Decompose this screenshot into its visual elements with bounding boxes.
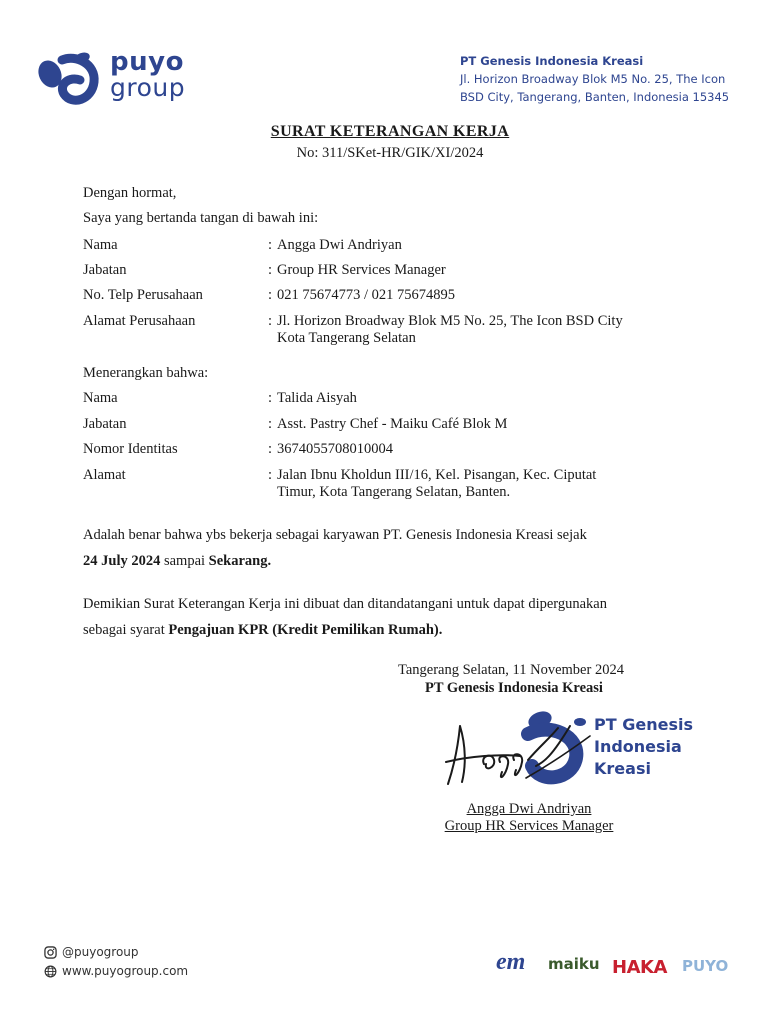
brand-haka-logo: HAKA [612,957,667,978]
closing-line2 [83,622,442,639]
letter-title: SURAT KETERANGAN KERJA [270,123,510,140]
brand-logos [492,945,732,985]
field-value: Asst. Pastry Chef - Maiku Café Blok M [277,416,508,432]
field-value: Group HR Services Manager [277,262,446,278]
letter-number: No: 311/SKet-HR/GIK/XI/2024 [296,145,484,161]
field-label: No. Telp Perusahaan [83,287,203,303]
closing-purpose: Pengajuan KPR (Kredit Pemilikan Rumah). [168,622,443,638]
until-word: sampai [163,553,206,569]
field-label: Nama [83,390,118,406]
intro-text: Saya yang bertanda tangan di bawah ini: [83,210,319,226]
footer-website [44,964,188,978]
field-label: Nomor Identitas [83,441,178,457]
field-value: 021 75674773 / 021 75674895 [277,287,456,303]
employment-period [83,553,271,570]
field-label: Nama [83,237,118,253]
puyo-group-logo [36,46,206,110]
brand-puyo-logo: PUYO [682,957,729,975]
field-label: Alamat Perusahaan [83,313,196,329]
greeting: Dengan hormat, [83,185,177,201]
handwritten-signature-icon [440,706,600,790]
field-value: 3674055708010004 [277,441,393,457]
signer-name: Angga Dwi Andriyan [466,801,592,817]
company-name: PT Genesis Indonesia Kreasi [460,54,644,68]
field-value: Jalan Ibnu Kholdun III/16, Kel. Pisangan, Kec. Ciputat [277,467,597,483]
company-header [460,52,729,106]
field-value: Talida Aisyah [277,390,357,406]
footer-instagram [44,945,139,959]
instagram-handle: @puyogroup [62,945,139,959]
until-value: Sekarang. [208,553,272,569]
field-value: Jl. Horizon Broadway Blok M5 No. 25, The Icon BSD City [277,313,623,329]
place-date: Tangerang Selatan, 11 November 2024 [398,662,624,678]
brand-em-logo: em [496,949,526,975]
field-label: Jabatan [83,262,127,278]
signer-title: Group HR Services Manager [444,818,614,834]
company-address-line2: BSD City, Tangerang, Banten, Indonesia 15345 [460,90,730,104]
logo-name: puyo [110,47,184,77]
field-value-cont: Kota Tangerang Selatan [277,330,416,346]
declares-text: Menerangkan bahwa: [83,365,209,381]
start-date: 24 July 2024 [83,553,161,569]
closing-prefix: sebagai syarat [83,622,165,638]
instagram-icon [44,946,57,959]
brand-maiku-logo: maiku [548,955,600,973]
signature-company: PT Genesis Indonesia Kreasi [425,680,603,696]
puyo-logo-icon [36,50,106,108]
statement-text: Adalah benar bahwa ybs bekerja sebagai karyawan PT. Genesis Indonesia Kreasi sejak [83,527,587,543]
field-label: Alamat [83,467,126,483]
closing-line1: Demikian Surat Keterangan Kerja ini dibuat dan ditandatangani untuk dapat dipergunakan [83,596,607,612]
website-url: www.puyogroup.com [62,964,189,978]
stamp-company-text: PT Genesis Indonesia Kreasi [594,715,693,778]
field-value-cont: Timur, Kota Tangerang Selatan, Banten. [277,484,511,500]
field-label: Jabatan [83,416,127,432]
company-address-line1: Jl. Horizon Broadway Blok M5 No. 25, The Icon [460,72,726,86]
globe-icon [44,965,57,978]
field-value: Angga Dwi Andriyan [277,237,402,253]
logo-group: group [110,73,186,102]
